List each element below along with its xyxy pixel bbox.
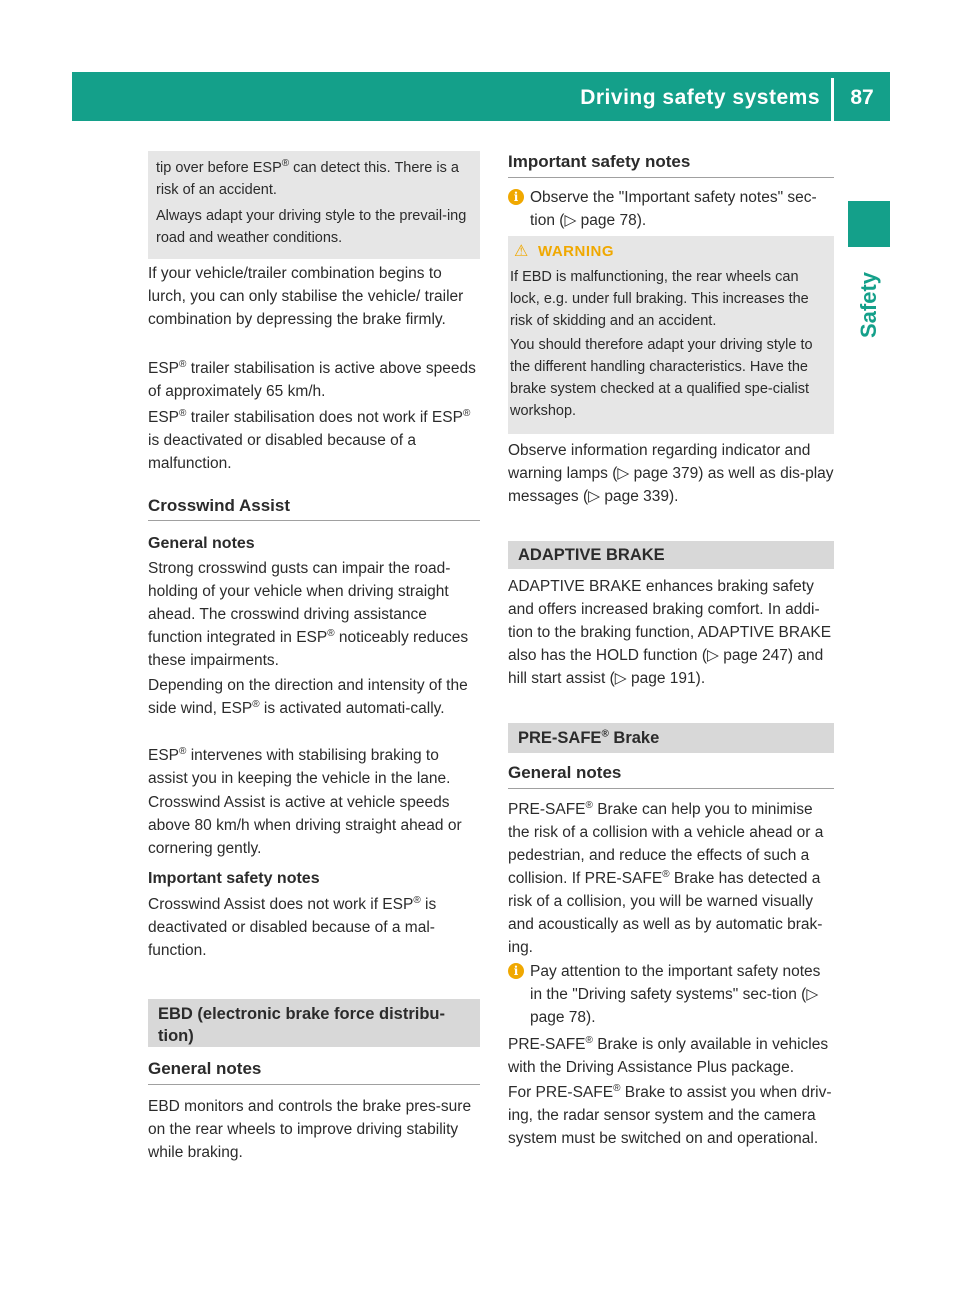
paragraph: Strong crosswind gusts can impair the road-holding of your vehicle when driving straight ahead. The crosswind driving assistance function integrated in ESP® noticeably reduces these impairments. (148, 560, 469, 669)
note-text-1: tip over before ESP® can detect this. There is a risk of an accident. (156, 158, 459, 198)
warning-text-2: You should therefore adapt your driving style to the different handling characteristics. Have the brake system checked at a qualified spe-cialist workshop. (510, 337, 813, 419)
side-tab-marker (848, 201, 890, 247)
paragraph: Depending on the direction and intensity of the side wind, ESP® is activated automati-cally. (148, 677, 468, 717)
heading-rule (148, 1084, 480, 1085)
info-icon: i (508, 189, 524, 205)
paragraph: If your vehicle/trailer combination begins to lurch, you can only stabilise the vehicle/ trailer combination by depressing the brake firmly. (148, 265, 464, 328)
paragraph: For PRE-SAFE® Brake to assist you when driv-ing, the radar sensor system and the camera system must be switched on and operational. (508, 1082, 832, 1147)
info-text: Observe the "Important safety notes" sec-tion (▷ page 78). (530, 189, 817, 229)
info-note (508, 186, 834, 232)
paragraph: PRE-SAFE® Brake can help you to minimise the risk of a collision with a vehicle ahead or a pedestrian, and reduce the effects of such a collision. If PRE-SAFE® Brake has detected a risk of a collision, you will be warned visually and acoustically as well as by automatic brak-ing. (508, 799, 824, 956)
warning-label: WARNING (538, 243, 614, 260)
paragraph: ESP® trailer stabilisation does not work if ESP® is deactivated or disabled because of a malfunction. (148, 407, 471, 472)
section-heading: Crosswind Assist (148, 496, 291, 515)
side-tab-label: Safety (856, 271, 881, 338)
paragraph: Crosswind Assist does not work if ESP® is deactivated or disabled because of a mal-function. (148, 894, 437, 959)
paragraph: Observe information regarding indicator and warning lamps (▷ page 379) as well as dis-play messages (▷ page 339). (508, 442, 834, 505)
section-heading: EBD (electronic brake force distribu- (158, 1005, 445, 1023)
subheading: General notes (148, 535, 255, 552)
paragraph: ADAPTIVE BRAKE enhances braking safety and offers increased braking comfort. In addi-tion to the braking function, ADAPTIVE BRAKE also has the HOLD function (▷ page 247) and hill start assist (▷ page 191). (508, 578, 832, 687)
section-heading: Important safety notes (508, 152, 691, 171)
section-heading: ADAPTIVE BRAKE (508, 541, 834, 569)
paragraph: PRE-SAFE® Brake is only available in vehicles with the Driving Assistance Plus package. (508, 1034, 829, 1076)
info-note (508, 960, 834, 1029)
page-number: 87 (850, 86, 874, 109)
warning-box (508, 236, 834, 434)
info-icon: i (508, 963, 524, 979)
section-heading: General notes (508, 763, 622, 782)
heading-rule (508, 788, 834, 789)
note-box (148, 151, 480, 259)
warning-header (508, 240, 826, 262)
warning-icon: ⚠ (514, 243, 529, 260)
heading-rule (148, 520, 480, 521)
note-text-2: Always adapt your driving style to the prevail-ing road and weather conditions. (156, 208, 467, 246)
heading-rule (508, 177, 834, 178)
paragraph: Crosswind Assist is active at vehicle speeds above 80 km/h when driving straight ahead or cornering gently. (148, 794, 462, 857)
section-heading: PRE-SAFE® Brake (508, 723, 834, 753)
info-text: Pay attention to the important safety notes in the "Driving safety systems" sec-tion (▷ page 78). (530, 963, 821, 1026)
paragraph: EBD monitors and controls the brake pres-sure on the rear wheels to improve driving stability while braking. (148, 1098, 472, 1161)
subheading: Important safety notes (148, 870, 320, 887)
paragraph: ESP® trailer stabilisation is active above speeds of approximately 65 km/h. (148, 358, 476, 400)
paragraph: ESP® intervenes with stabilising braking to assist you in keeping the vehicle in the lane. (148, 745, 451, 787)
section-title: Driving safety systems (580, 86, 820, 109)
page-header (72, 72, 890, 121)
section-heading: tion) (158, 1027, 194, 1045)
section-heading-box (148, 999, 480, 1047)
warning-text-1: If EBD is malfunctioning, the rear wheels can lock, e.g. under full braking. This increases the risk of skidding and an accident. (510, 269, 809, 329)
section-heading: General notes (148, 1059, 262, 1078)
